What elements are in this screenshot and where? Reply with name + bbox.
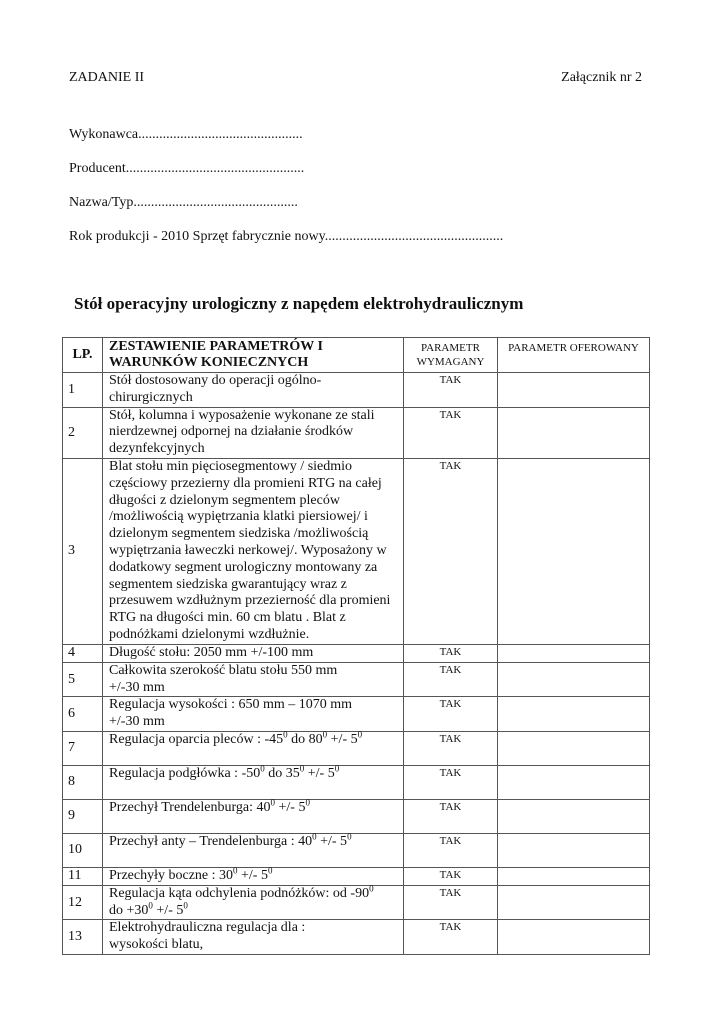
desc-text: Przechył anty – Trendelenburga : 40 xyxy=(109,833,313,849)
row-description: Długość stołu: 2050 mm +/-100 mm xyxy=(103,644,404,662)
desc-text: +/- 5 xyxy=(275,799,306,815)
row-required: TAK xyxy=(404,920,498,955)
degree-sup: 0 xyxy=(270,797,275,808)
table-row xyxy=(63,662,650,697)
table-row xyxy=(63,765,650,799)
field-nazwa-typ: Nazwa/Typ............................................... xyxy=(69,195,298,210)
row-description xyxy=(103,697,404,732)
row-offered-input[interactable] xyxy=(498,867,650,885)
row-description-line: Regulacja wysokości : 650 mm – 1070 mm xyxy=(109,697,353,713)
row-description: Stół dostosowany do operacji ogólno-chirurgicznych xyxy=(103,373,404,408)
row-offered-input[interactable] xyxy=(498,373,650,408)
degree-sup: 0 xyxy=(334,763,340,774)
row-required: TAK xyxy=(404,662,498,697)
desc-text: Przechył Trendelenburga: 40 xyxy=(109,799,271,815)
row-description xyxy=(103,765,404,799)
row-required: TAK xyxy=(404,407,498,458)
row-lp: 8 xyxy=(63,765,103,799)
table-row xyxy=(63,885,650,920)
degree-sup: 0 xyxy=(312,831,317,842)
row-required: TAK xyxy=(404,731,498,765)
degree-sup: 0 xyxy=(357,729,363,740)
row-lp: 3 xyxy=(63,458,103,644)
row-lp: 13 xyxy=(63,920,103,955)
row-lp: 11 xyxy=(63,867,103,885)
row-offered-input[interactable] xyxy=(498,458,650,644)
desc-text: +/- 5 xyxy=(327,731,358,747)
desc-text: Przechyły boczne : 30 xyxy=(109,867,234,883)
table-row xyxy=(63,644,650,662)
desc-text: +/- 5 xyxy=(237,867,268,883)
table-row xyxy=(63,833,650,867)
desc-text: Regulacja kąta odchylenia podnóżków: od -90 xyxy=(109,885,370,901)
row-description xyxy=(103,662,404,697)
table-row xyxy=(63,799,650,833)
desc-text: +/- 5 xyxy=(304,765,335,781)
header-required: PARAMETR WYMAGANY xyxy=(404,338,498,373)
row-offered-input[interactable] xyxy=(498,697,650,732)
row-required: TAK xyxy=(404,833,498,867)
row-description: Stół, kolumna i wyposażenie wykonane ze stali nierdzewnej odpornej na działanie środków dezynfekcyjnych xyxy=(103,407,404,458)
row-description-line: +/-30 mm xyxy=(109,714,165,730)
row-description xyxy=(103,920,404,955)
degree-sup: 0 xyxy=(347,831,352,842)
row-lp: 2 xyxy=(63,407,103,458)
row-description xyxy=(103,731,404,765)
row-lp: 1 xyxy=(63,373,103,408)
field-wykonawca: Wykonawca............................................... xyxy=(69,127,303,142)
table-row xyxy=(63,373,650,408)
degree-sup: 0 xyxy=(283,729,288,740)
row-lp: 10 xyxy=(63,833,103,867)
row-required: TAK xyxy=(404,458,498,644)
table-row xyxy=(63,458,650,644)
row-offered-input[interactable] xyxy=(498,407,650,458)
desc-text: +/- 5 xyxy=(152,902,184,918)
row-description xyxy=(103,885,404,920)
table-header-row xyxy=(63,338,650,373)
row-required: TAK xyxy=(404,799,498,833)
desc-text: do 35 xyxy=(264,765,300,781)
row-lp: 4 xyxy=(63,644,103,662)
row-lp: 5 xyxy=(63,662,103,697)
row-offered-input[interactable] xyxy=(498,765,650,799)
row-offered-input[interactable] xyxy=(498,662,650,697)
row-required: TAK xyxy=(404,644,498,662)
attachment-label: Załącznik nr 2 xyxy=(561,70,642,85)
row-offered-input[interactable] xyxy=(498,833,650,867)
table-row xyxy=(63,731,650,765)
page-title: Stół operacyjny urologiczny z napędem elektrohydraulicznym xyxy=(74,294,524,313)
table-row xyxy=(63,697,650,732)
field-rok-produkcji: Rok produkcji - 2010 Sprzęt fabrycznie nowy................................................... xyxy=(69,229,504,244)
degree-sup: 0 xyxy=(267,865,273,876)
document-label: ZADANIE II xyxy=(69,70,145,85)
desc-text: +/- 5 xyxy=(316,833,348,849)
degree-sup: 0 xyxy=(322,729,328,740)
row-description xyxy=(103,799,404,833)
row-required: TAK xyxy=(404,373,498,408)
degree-sup: 0 xyxy=(299,763,305,774)
header-offered: PARAMETR OFEROWANY xyxy=(498,338,650,373)
row-offered-input[interactable] xyxy=(498,799,650,833)
table-row xyxy=(63,867,650,885)
spec-table xyxy=(62,337,650,955)
row-description xyxy=(103,867,404,885)
row-description: Blat stołu min pięciosegmentowy / siedmio częściowy przezierny dla promieni RTG na całej długości z dzielonym segmentem pleców /możliwością wypiętrzania klatki piersiowej/ i dzielonym segmentem siedziska /możliwością wypiętrzania ławeczki nerkowej/. Wyposażony w dodatkowy segment urologiczny montowany za segmentem siedziska gwarantujący wraz z przesuwem wzdłużnym przezierność dla promieni RTG na długości min. 60 cm blatu . Blat z podnóżkami dzielonymi wzdłużnie. xyxy=(103,458,404,644)
row-lp: 6 xyxy=(63,697,103,732)
header-lp: LP. xyxy=(63,338,103,373)
row-required: TAK xyxy=(404,885,498,920)
row-lp: 7 xyxy=(63,731,103,765)
row-offered-input[interactable] xyxy=(498,731,650,765)
header-parameters: ZESTAWIENIE PARAMETRÓW I WARUNKÓW KONIECZNYCH xyxy=(103,338,404,373)
desc-text: Regulacja oparcia pleców : -45 xyxy=(109,731,284,747)
desc-text: Regulacja podgłówka : -50 xyxy=(109,765,261,781)
desc-text: do 80 xyxy=(287,731,323,747)
row-description xyxy=(103,833,404,867)
row-lp: 12 xyxy=(63,885,103,920)
table-row xyxy=(63,407,650,458)
row-required: TAK xyxy=(404,765,498,799)
row-offered-input[interactable] xyxy=(498,920,650,955)
row-offered-input[interactable] xyxy=(498,644,650,662)
row-offered-input[interactable] xyxy=(498,885,650,920)
degree-sup: 0 xyxy=(305,797,310,808)
field-producent: Producent................................................... xyxy=(69,161,305,176)
row-description-line: +/-30 mm xyxy=(109,679,165,695)
degree-sup: 0 xyxy=(260,763,265,774)
degree-sup: 0 xyxy=(148,899,153,910)
table-row xyxy=(63,920,650,955)
row-required: TAK xyxy=(404,697,498,732)
row-description-line: wysokości blatu, xyxy=(109,937,204,953)
row-lp: 9 xyxy=(63,799,103,833)
degree-sup: 0 xyxy=(233,865,238,876)
row-description-line: Elektrohydrauliczna regulacja dla : xyxy=(109,920,306,936)
row-description-line: Całkowita szerokość blatu stołu 550 mm xyxy=(109,662,338,678)
desc-text: do +30 xyxy=(109,902,149,918)
row-required: TAK xyxy=(404,867,498,885)
degree-sup: 0 xyxy=(369,883,374,894)
degree-sup: 0 xyxy=(183,899,188,910)
